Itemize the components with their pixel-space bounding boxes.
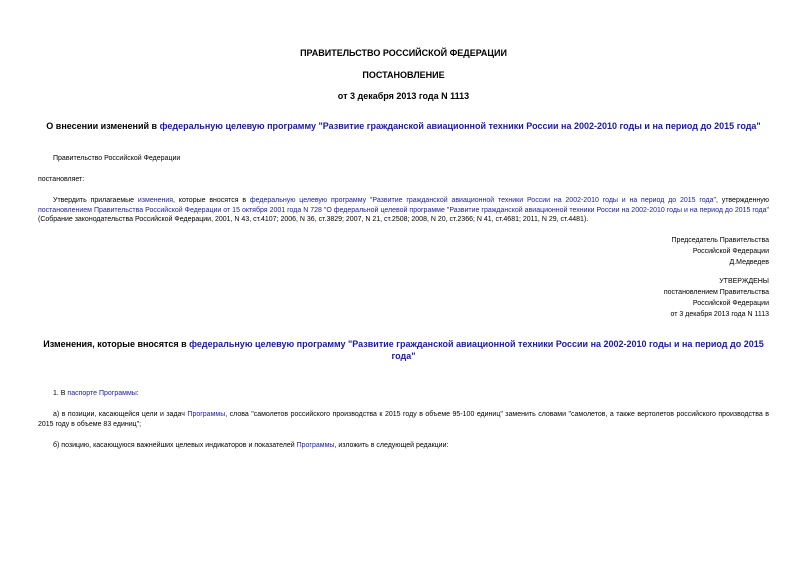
document-title [20,120,787,132]
document-title-prefix: О внесении изменений в [46,121,160,131]
approved-country: Российской Федерации [692,300,769,307]
approved-date: от 3 декабря 2013 года N 1113 [670,311,769,318]
resolution-paragraph: Утвердить прилагаемые изменения, которые вносятся в федеральную целевую программу "Развитие гражданской авиационной техники России на 2002-2010 годы и на период до 2015 года", утвержденную постановлением Правительства Российской Федерации от 15 октября 2001 года N 728 "О федеральной целевой программе "Развитие гражданской авиационной техники России на 2002-2010 годы и на период до 2015 года" (Собрание законодательства Российской Федерации, 2001, N 43, ст.4107; 2006, N 36, ст.3829; 2007, N 21, ст.2508; 2008, N 20, ст.2366; N 41, ст.4681; 2011, N 29, ст.4481). [38,197,769,223]
document-date-number: от 3 декабря 2013 года N 1113 [337,91,470,101]
program-link-a[interactable]: Программы [187,411,226,418]
approved-block [664,276,769,320]
signature-country: Российской Федерации [692,248,769,255]
item-b: б) позицию, касающуюся важнейших целевых индикаторов и показателей Программы, изложить в следующей редакции: [53,442,449,449]
item-a: а) в позиции, касающейся цели и задач Программы, слова "самолетов российского производства к 2015 году в объеме 95-100 единиц" заменить словами "самолетов, а также вертолетов российского производства в 2015 году в объеме 83 единиц"; [38,411,769,428]
program-link-2[interactable]: федеральную целевую программу "Развитие гражданской авиационной техники России на 2002-2010 годы и на период до 2015 года" [249,197,716,204]
signature-name: Д.Медведев [729,259,769,266]
decree-728-link[interactable]: постановлением Правительства Российской Федерации от 15 октября 2001 года N 728 "О федеральной целевой программе "Развитие гражданской авиационной техники России на 2002-2010 годы и на период до 2015 года" [38,206,769,214]
changes-heading [38,338,769,362]
government-title: ПРАВИТЕЛЬСТВО РОССИЙСКОЙ ФЕДЕРАЦИИ [300,48,507,58]
program-link[interactable]: федеральную целевую программу "Развитие гражданской авиационной техники России на 2002-2010 годы и на период до 2015 года" [159,121,761,131]
changes-heading-prefix: Изменения, которые вносятся в [43,339,190,349]
intro-text: Правительство Российской Федерации [53,155,181,162]
item-1: 1. В паспорте Программы: [53,390,139,397]
changes-program-link[interactable]: федеральную целевую программу "Развитие гражданской авиационной техники России на 2002-2010 годы и на период до 2015 года" [189,339,764,361]
signature-title: Председатель Правительства [671,237,769,244]
approved-by: постановлением Правительства [663,289,769,296]
changes-link[interactable]: изменения [137,197,174,204]
approved-title: УТВЕРЖДЕНЫ [719,278,769,285]
resolves-text: постановляет: [38,176,85,183]
signature-block [672,235,769,268]
document-type: ПОСТАНОВЛЕНИЕ [362,70,445,80]
program-link-b[interactable]: Программы [296,442,335,449]
program-passport-link[interactable]: паспорте Программы [67,390,137,397]
